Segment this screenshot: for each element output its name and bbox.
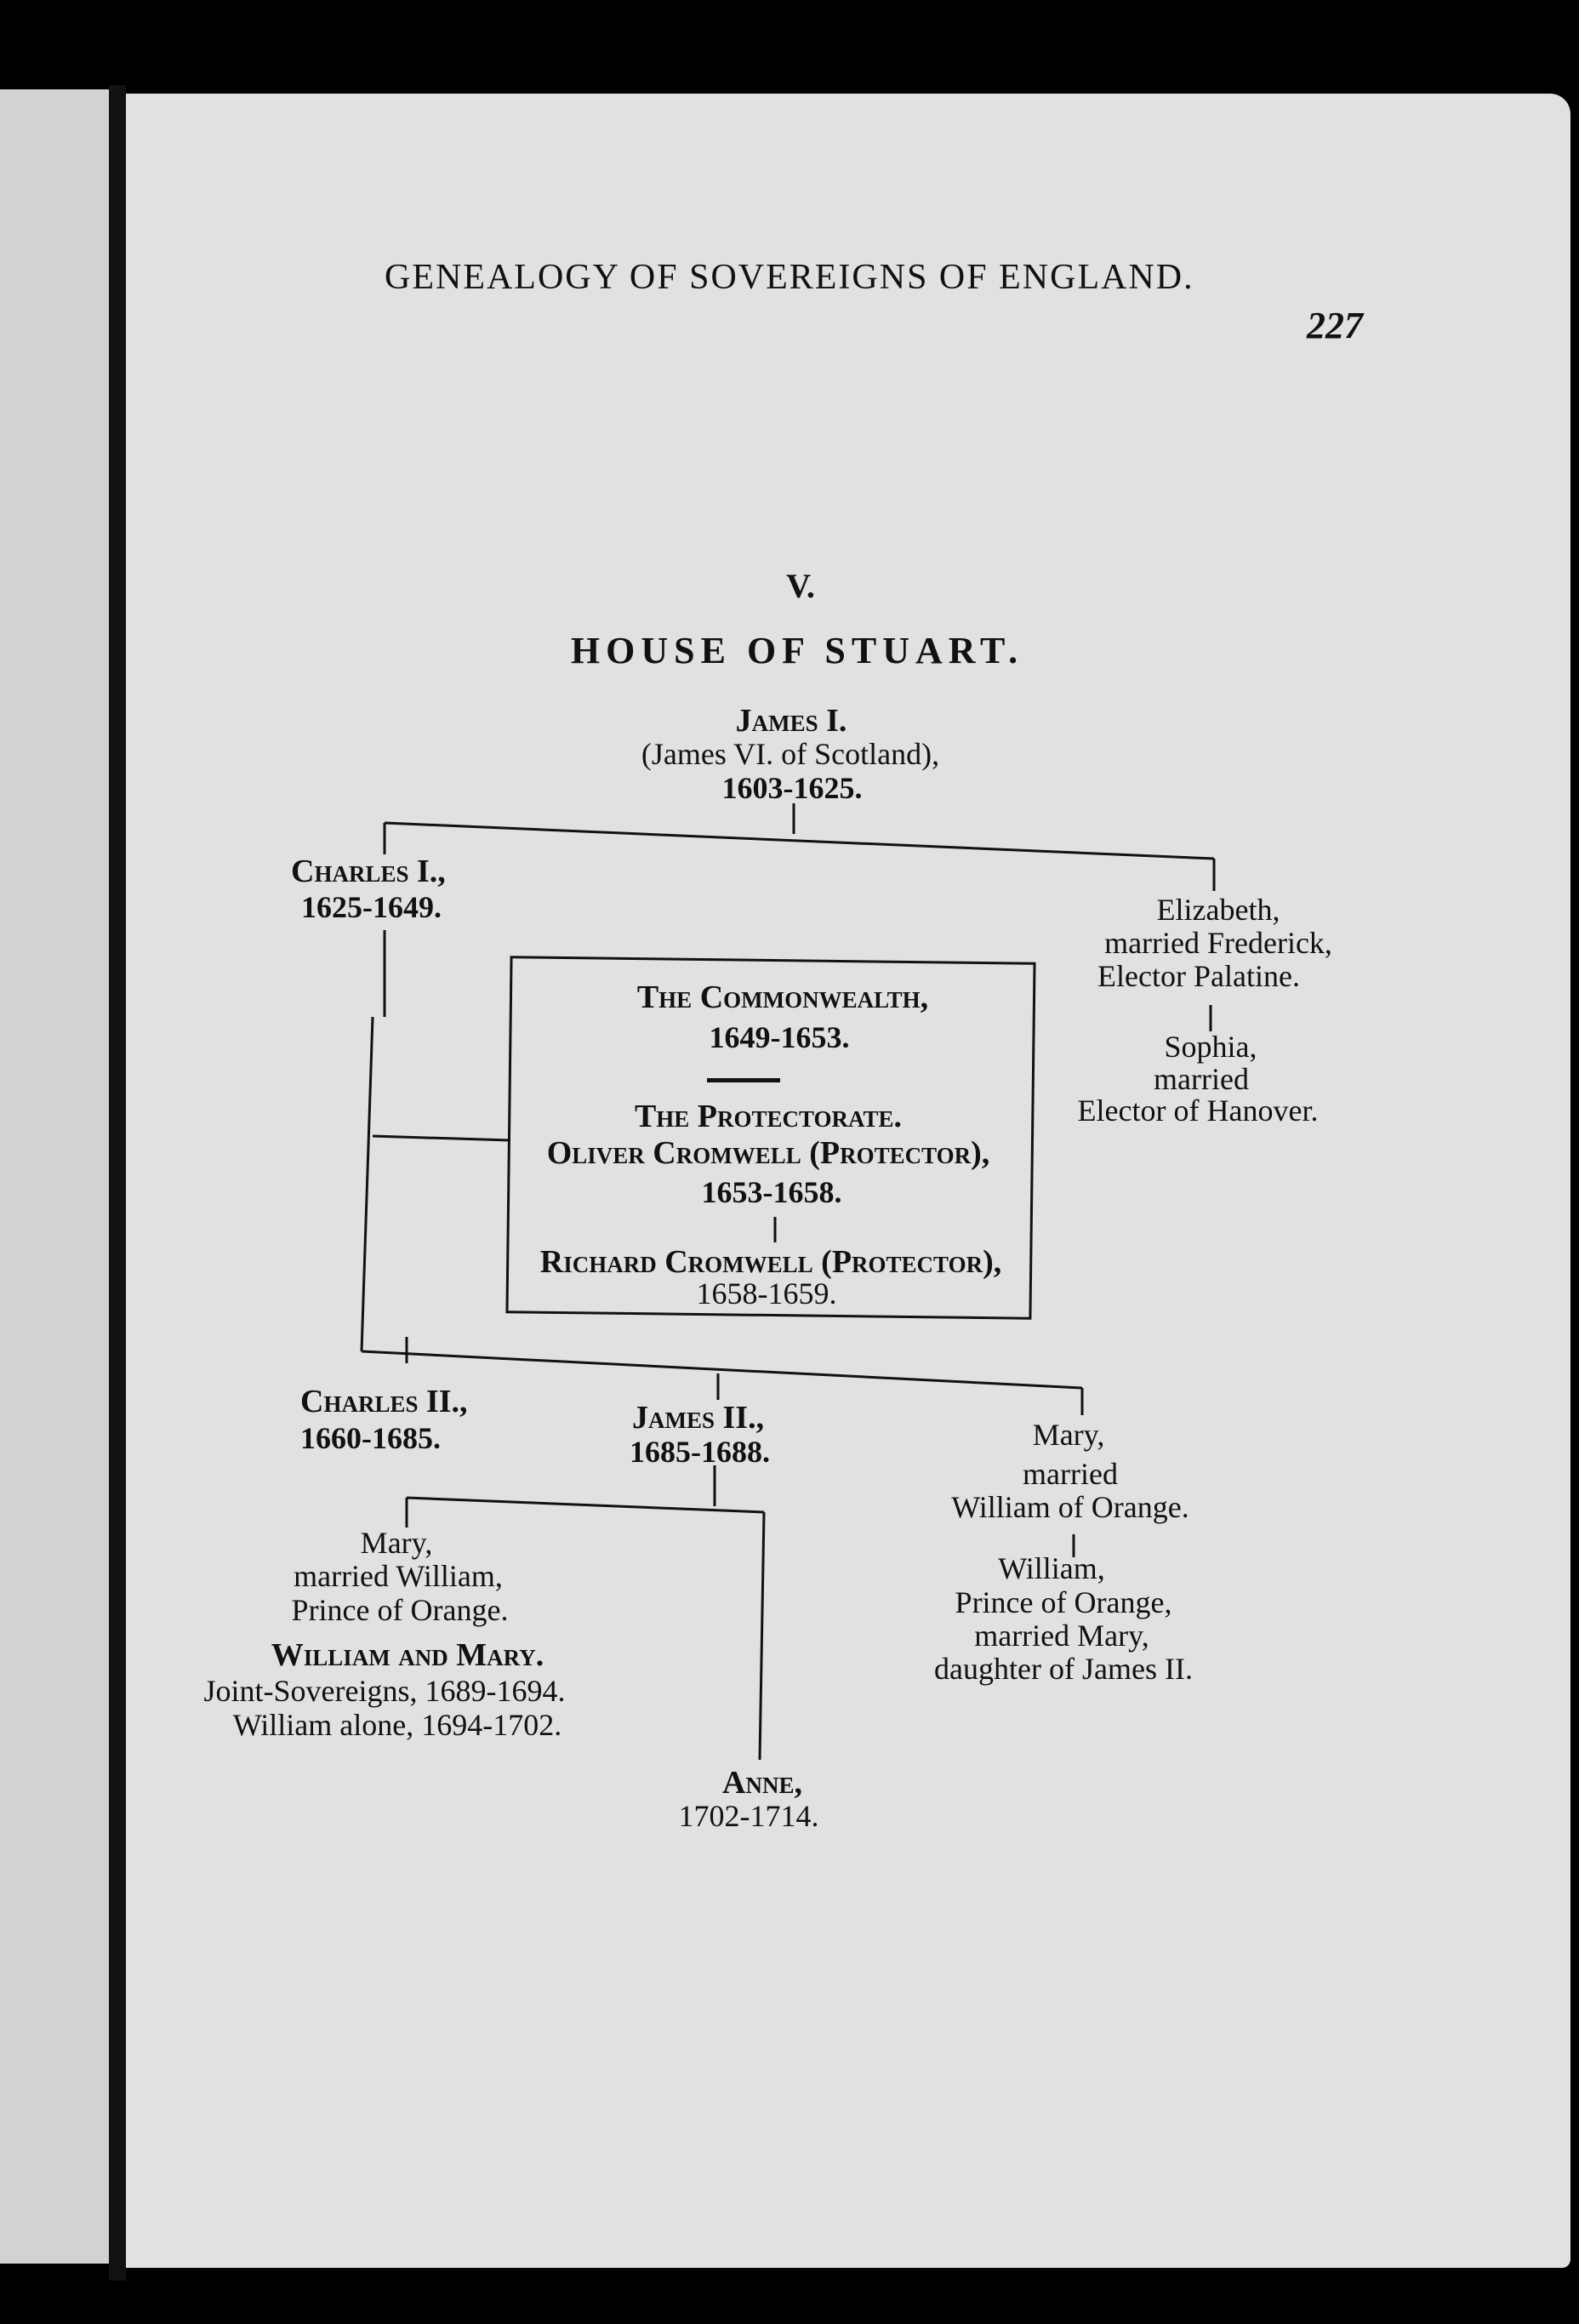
charles-i-name: Charles I., — [291, 854, 446, 889]
james-ii-dates: 1685-1688. — [630, 1435, 770, 1469]
mary-orange-line1: Mary, — [1032, 1418, 1105, 1452]
james-ii-name: James II., — [632, 1400, 765, 1436]
william-prince-line1: William, — [998, 1551, 1105, 1585]
running-title: GENEALOGY OF SOVEREIGNS OF ENGLAND. — [385, 258, 1194, 297]
william-and-mary-line1: Joint-Sovereigns, 1689-1694. — [203, 1674, 566, 1708]
richard-cromwell: Richard Cromwell (Protector), — [539, 1244, 1002, 1280]
charles-ii-name: Charles II., — [300, 1384, 468, 1419]
oliver-cromwell: Oliver Cromwell (Protector), — [546, 1135, 990, 1171]
william-prince-line2: Prince of Orange, — [955, 1585, 1172, 1619]
william-prince-line3: married Mary, — [974, 1619, 1149, 1653]
page-number: 227 — [1307, 305, 1363, 346]
mary-orange-line2: married — [1023, 1457, 1118, 1491]
section-title: HOUSE OF STUART. — [570, 630, 1024, 671]
richard-cromwell-dates: 1658-1659. — [696, 1276, 837, 1310]
commonwealth-title: The Commonwealth, — [636, 979, 929, 1015]
anne-dates: 1702-1714. — [678, 1799, 819, 1833]
william-prince-line4: daughter of James II. — [934, 1652, 1193, 1686]
mary-james-line2: married William, — [294, 1559, 503, 1593]
william-and-mary-title: William and Mary. — [271, 1637, 544, 1673]
commonwealth-dates: 1649-1653. — [709, 1020, 850, 1054]
james-ii-children-bar — [407, 1498, 764, 1512]
elizabeth-line1: Elizabeth, — [1156, 893, 1280, 927]
james-i-dates: 1603-1625. — [721, 771, 863, 805]
william-and-mary-line2: William alone, 1694-1702. — [232, 1708, 562, 1742]
anne-name: Anne, — [722, 1765, 802, 1801]
anne-drop — [760, 1512, 764, 1760]
james-i-name: James I. — [735, 703, 847, 739]
charles-ii-dates: 1660-1685. — [300, 1421, 441, 1455]
section-number: V. — [786, 567, 815, 605]
elizabeth-line2: married Frederick, — [1104, 926, 1332, 960]
james-i-children-bar — [385, 823, 1214, 859]
protectorate-title: The Protectorate. — [634, 1099, 903, 1134]
sophia-line3: Elector of Hanover. — [1077, 1093, 1319, 1128]
elizabeth-line3: Elector Palatine. — [1097, 959, 1300, 993]
mary-james-line1: Mary, — [360, 1526, 433, 1560]
sophia-line1: Sophia, — [1164, 1030, 1257, 1064]
mary-orange-line3: William of Orange. — [951, 1490, 1189, 1524]
mary-james-line3: Prince of Orange. — [291, 1593, 509, 1627]
oliver-cromwell-dates: 1653-1658. — [701, 1175, 842, 1209]
box-connector — [373, 1136, 510, 1140]
interregnum-separator — [707, 1078, 780, 1082]
sophia-line2: married — [1154, 1062, 1249, 1096]
charles-i-dates: 1625-1649. — [301, 890, 442, 924]
charles-i-trunk — [362, 1017, 373, 1351]
james-i-note: (James VI. of Scotland), — [641, 737, 940, 771]
charles-i-children-bar — [362, 1351, 1082, 1388]
